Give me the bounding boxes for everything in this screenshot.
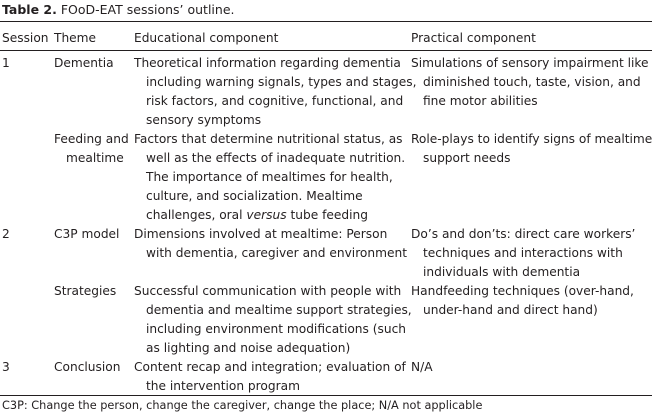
practical-cell [411, 130, 652, 168]
cell-line: individuals with dementia [423, 265, 581, 279]
cell-line: Successful communication with people with [134, 284, 402, 298]
cell-line: The importance of mealtimes for health, [146, 170, 393, 184]
italic-text: versus [246, 208, 287, 222]
table-footnote: C3P: Change the person, change the caregiver, change the place; N/A not applicable [2, 399, 483, 412]
cell-line [134, 206, 405, 225]
cell-line: the intervention program [146, 379, 300, 393]
theme-cell [54, 358, 120, 377]
educational-cell [134, 225, 407, 263]
cell-line: C3P model [54, 227, 120, 241]
header-educational: Educational component [134, 31, 279, 45]
educational-cell [134, 130, 405, 225]
cell-line: diminished touch, taste, vision, and [423, 75, 641, 89]
cell-line: fine motor abilities [423, 94, 538, 108]
header-session: Session [2, 31, 49, 45]
cell-line: 1 [2, 56, 10, 70]
header-practical: Practical component [411, 31, 536, 45]
cell-line: well as the effects of inadequate nutrition. [146, 151, 406, 165]
cell-line: under-hand and direct hand) [423, 303, 598, 317]
cell-line: culture, and socialization. Mealtime [146, 189, 363, 203]
table-caption [2, 2, 234, 17]
cell-line: Content recap and integration; evaluation of [134, 360, 406, 374]
cell-line: Do’s and don’ts: direct care workers’ [411, 227, 636, 241]
text-fragment: challenges, oral [146, 208, 247, 222]
cell-line: Factors that determine nutritional status, as [134, 132, 403, 146]
cell-line: Role-plays to identify signs of mealtime [411, 132, 652, 146]
cell-line: Handfeeding techniques (over-hand, [411, 284, 634, 298]
cell-line: dementia and mealtime support strategies, [146, 303, 412, 317]
cell-line: Conclusion [54, 360, 121, 374]
practical-cell [411, 54, 649, 111]
cell-line: Theoretical information regarding dementia [134, 56, 401, 70]
theme-cell [54, 54, 114, 73]
theme-cell [54, 225, 119, 244]
practical-cell [411, 225, 635, 282]
practical-cell [411, 282, 634, 320]
top-rule [0, 21, 652, 22]
cell-line: with dementia, caregiver and environment [146, 246, 407, 260]
cell-line: Simulations of sensory impairment like [411, 56, 649, 70]
educational-cell [134, 358, 406, 396]
session-cell [2, 54, 10, 73]
cell-line: 2 [2, 227, 10, 241]
cell-line: including environment modifications (such [146, 322, 406, 336]
theme-cell [54, 282, 116, 301]
educational-cell [134, 282, 412, 358]
cell-line: Dimensions involved at mealtime: Person [134, 227, 388, 241]
cell-line: techniques and interactions with [423, 246, 623, 260]
text-fragment: tube feeding [286, 208, 368, 222]
bottom-rule [0, 395, 652, 396]
educational-cell [134, 54, 417, 130]
session-cell [2, 225, 10, 244]
table-label: Table 2. [2, 2, 57, 17]
table-title: FOoD-EAT sessions’ outline. [60, 2, 235, 17]
cell-line: as lighting and noise adequation) [146, 341, 351, 355]
cell-line: N/A [411, 360, 433, 374]
cell-line: 3 [2, 360, 10, 374]
theme-cell [54, 130, 129, 168]
cell-line: support needs [423, 151, 511, 165]
cell-line: sensory symptoms [146, 113, 262, 127]
cell-line: Dementia [54, 56, 114, 70]
header-rule [0, 50, 652, 51]
practical-cell [411, 358, 433, 377]
cell-line: risk factors, and cognitive, functional, and [146, 94, 404, 108]
cell-line: including warning signals, types and stages, [146, 75, 417, 89]
cell-line: Strategies [54, 284, 117, 298]
session-cell [2, 358, 10, 377]
header-theme: Theme [54, 31, 97, 45]
cell-line: Feeding and [54, 132, 129, 146]
cell-line: mealtime [66, 151, 124, 165]
